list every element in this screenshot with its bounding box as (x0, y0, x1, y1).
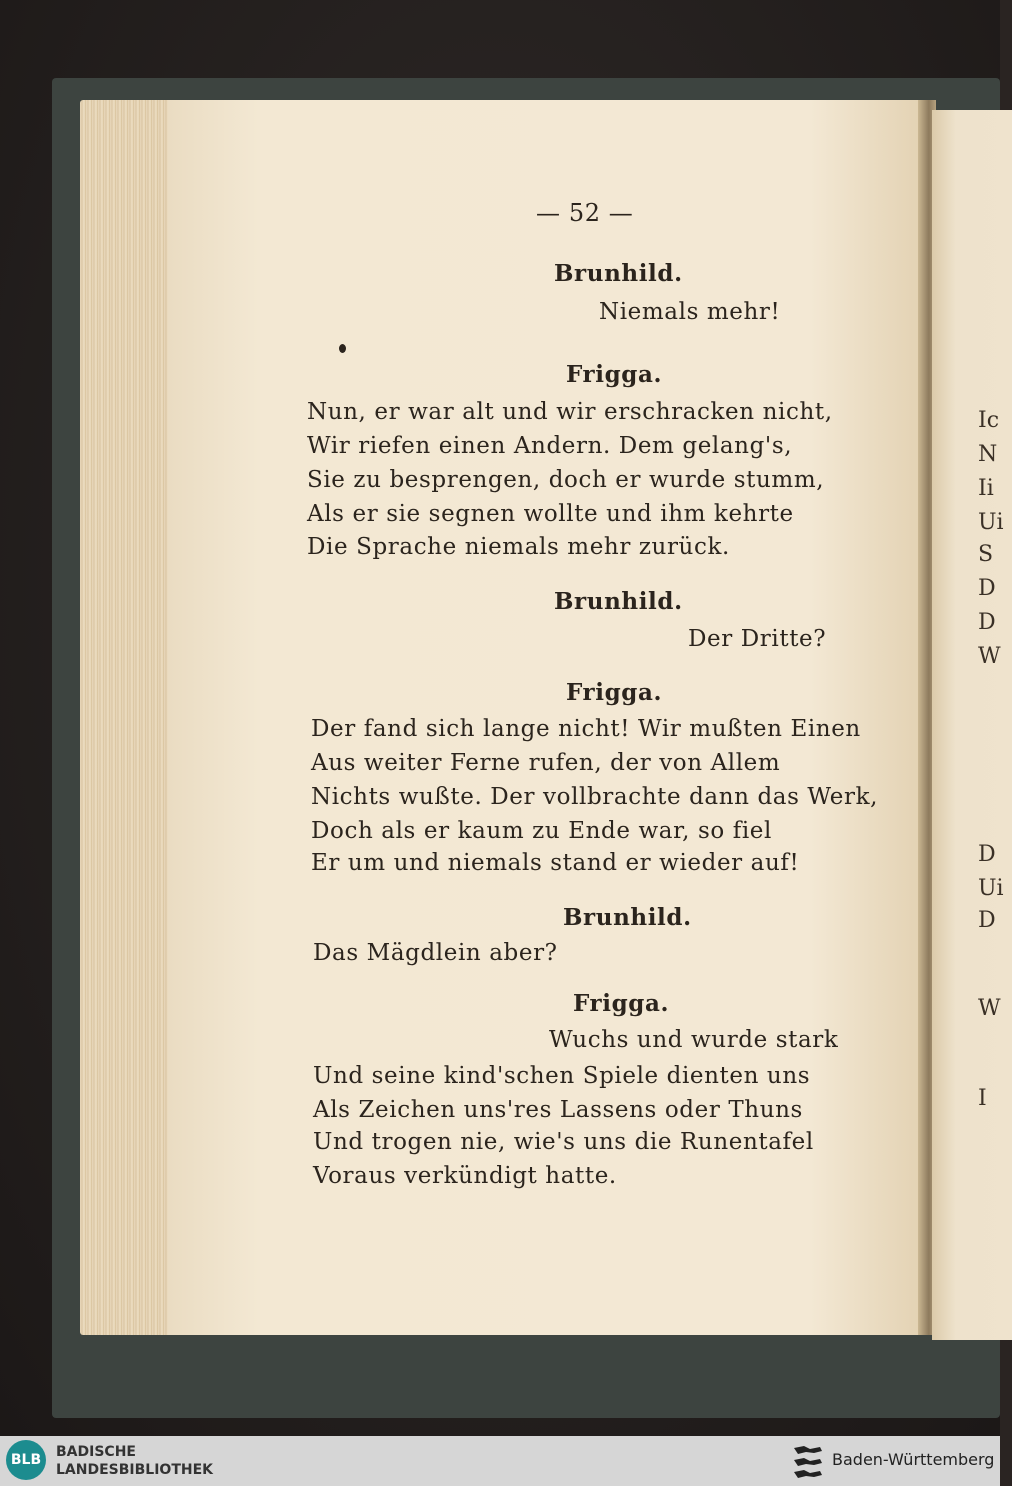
verse-line: Der fand sich lange nicht! Wir mußten Einen (311, 716, 861, 742)
verse-line: Und trogen nie, wie's uns die Runentafel (313, 1129, 814, 1155)
library-name (56, 1443, 213, 1479)
speaker-name: Frigga. (566, 361, 663, 388)
verse-line: Wir riefen einen Andern. Dem gelang's, (307, 433, 793, 459)
speaker-name: Frigga. (573, 990, 670, 1017)
facing-page-letter: S (978, 542, 994, 567)
page-number: — 52 — (536, 199, 634, 227)
facing-page-letter: D (978, 576, 996, 601)
verse-line: Wuchs und wurde stark (549, 1027, 839, 1053)
blb-logo[interactable]: BLB (6, 1440, 46, 1480)
page-edges (80, 100, 180, 1335)
verse-line: Nun, er war alt und wir erschracken nicht, (307, 399, 833, 425)
facing-page (932, 110, 1012, 1340)
speaker-name: Brunhild. (563, 904, 692, 931)
ink-spot (339, 344, 346, 353)
facing-page-letter: W (978, 996, 1001, 1021)
verse-line: Nichts wußte. Der vollbrachte dann das Werk, (311, 784, 879, 810)
verse-line: Das Mägdlein aber? (313, 940, 558, 966)
verse-line: Doch als er kaum zu Ende war, so fiel (311, 818, 772, 844)
facing-page-letter: Ii (978, 476, 994, 501)
facing-page-letter: N (978, 442, 998, 467)
library-name-line2: LANDESBIBLIOTHEK (56, 1462, 214, 1478)
verse-line: Sie zu besprengen, doch er wurde stumm, (307, 467, 825, 493)
facing-page-letter: D (978, 842, 996, 867)
facing-page-letter: Ui (978, 876, 1004, 901)
footer-bar (0, 1436, 1000, 1486)
library-name-line1: BADISCHE (56, 1444, 136, 1460)
speaker-name: Brunhild. (554, 260, 683, 287)
speaker-name: Brunhild. (554, 588, 683, 615)
verse-line: Und seine kind'schen Spiele dienten uns (313, 1063, 811, 1089)
facing-page-letter: Ic (978, 408, 1000, 433)
verse-line: Aus weiter Ferne rufen, der von Allem (311, 750, 781, 776)
verse-line: Als Zeichen uns'res Lassens oder Thuns (313, 1097, 803, 1123)
facing-page-letter: W (978, 644, 1001, 669)
verse-line: Die Sprache niemals mehr zurück. (307, 534, 730, 560)
facing-page-letter: Ui (978, 510, 1004, 535)
verse-line: Als er sie segnen wollte und ihm kehrte (307, 501, 794, 527)
state-name[interactable]: Baden-Württemberg (832, 1450, 995, 1469)
speaker-name: Frigga. (566, 679, 663, 706)
baden-wuerttemberg-lions-icon (790, 1442, 826, 1480)
facing-page-letter: I (978, 1086, 987, 1111)
verse-line: Der Dritte? (688, 626, 827, 652)
verse-line: Er um und niemals stand er wieder auf! (311, 850, 800, 876)
facing-page-letter: D (978, 908, 996, 933)
facing-page-letter: D (978, 610, 996, 635)
verse-line: Niemals mehr! (599, 299, 781, 325)
verse-line: Voraus verkündigt hatte. (313, 1163, 617, 1189)
